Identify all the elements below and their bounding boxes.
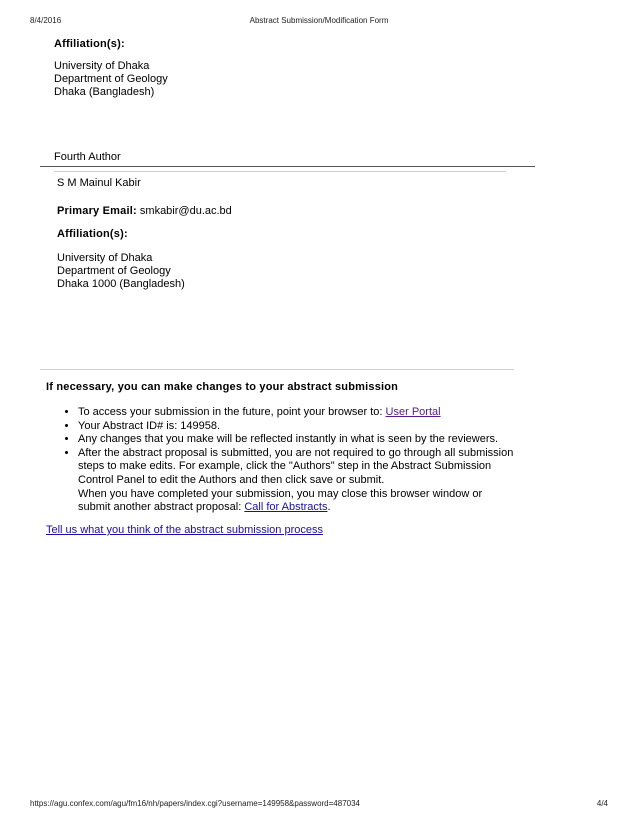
fourth-author-affiliation-line: Department of Geology [57,265,171,277]
section-divider-light [40,369,514,370]
fourth-author-email-row [57,205,232,218]
list-item: • After the abstract proposal is submitted, you are not required to go through all submission steps to make edits. For example, click the "Authors" step in the Abstract Submission Control Panel to edit the Authors and then click save or submit. When you have completed your submission, you may close this browser window or submit another abstract proposal: Call for Abstracts. [78,447,513,515]
third-author-affiliation-line: University of Dhaka [54,60,150,72]
call-for-abstracts-link[interactable]: Call for Abstracts [244,501,328,514]
instructions-list [64,406,513,515]
print-url: https://agu.confex.com/agu/fm16/nh/papers/index.cgi?username=149958&password=487034 [30,799,360,808]
page-number: 4/4 [596,799,608,808]
section-divider-light [54,171,506,172]
changes-heading: If necessary, you can make changes to your abstract submission [46,381,399,393]
third-author-affiliation-label: Affiliation(s): [54,38,125,50]
fourth-author-heading: Fourth Author [54,151,121,163]
fourth-author-name: S M Mainul Kabir [57,177,141,189]
fourth-author-affiliation-line: Dhaka 1000 (Bangladesh) [57,278,185,290]
fourth-author-affiliation-label: Affiliation(s): [57,228,128,240]
list-item: • Your Abstract ID# is: 149958. [78,420,513,434]
print-title: Abstract Submission/Modification Form [249,16,389,25]
feedback-link[interactable]: Tell us what you think of the abstract submission process [46,524,323,536]
list-item: • To access your submission in the future, point your browser to: User Portal [78,406,513,420]
list-item: • Any changes that you make will be reflected instantly in what is seen by the reviewers. [78,433,513,447]
print-date: 8/4/2016 [30,16,62,25]
third-author-affiliation-line: Dhaka (Bangladesh) [54,86,155,98]
third-author-affiliation-line: Department of Geology [54,73,168,85]
email-value: smkabir@du.ac.bd [139,205,232,217]
section-divider [40,166,535,167]
fourth-author-affiliation-line: University of Dhaka [57,252,153,264]
user-portal-link[interactable]: User Portal [385,406,441,418]
email-label: Primary Email: [57,205,137,217]
